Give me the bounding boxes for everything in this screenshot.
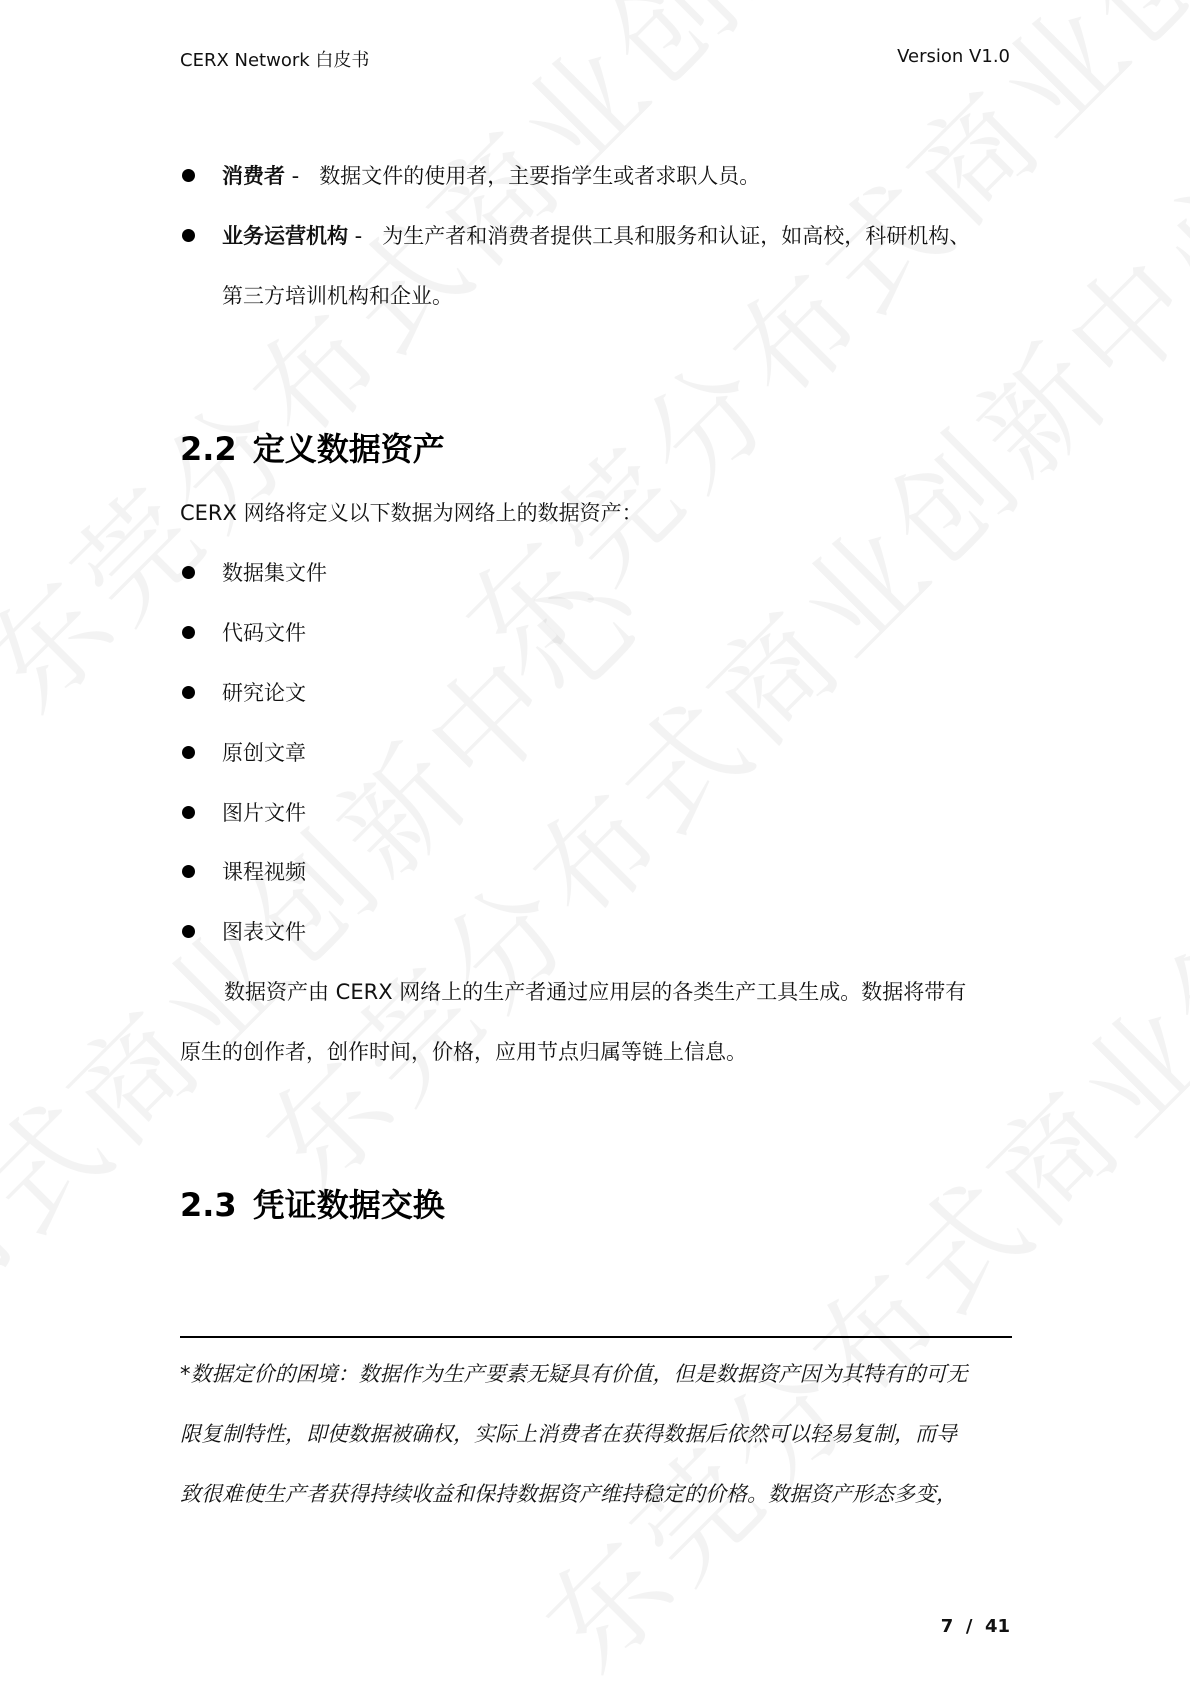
list-item <box>180 146 1010 206</box>
role-description: 为生产者和消费者提供工具和服务和认证，如高校，科研机构、 <box>382 224 971 248</box>
bullet-icon <box>182 686 195 699</box>
asset-item: 代码文件 <box>222 621 306 645</box>
list-item <box>180 783 1010 843</box>
list-item <box>180 663 1010 723</box>
bullet-icon <box>182 169 195 182</box>
list-item <box>180 206 1010 266</box>
page-header <box>180 46 1010 72</box>
asset-item: 原创文章 <box>222 741 306 765</box>
role-term: 业务运营机构 <box>222 224 348 248</box>
role-separator: - <box>348 224 383 248</box>
asset-item: 课程视频 <box>222 860 306 884</box>
bullet-icon <box>182 806 195 819</box>
bullet-icon <box>182 746 195 759</box>
role-term: 消费者 <box>222 164 285 188</box>
list-item <box>180 543 1010 603</box>
list-item <box>180 603 1010 663</box>
asset-item: 图片文件 <box>222 801 306 825</box>
bullet-icon <box>182 925 195 938</box>
body-paragraph-line: 数据资产由 CERX 网络上的生产者通过应用层的各类生产工具生成。数据将带有 <box>224 980 967 1004</box>
list-item <box>180 723 1010 783</box>
bullet-icon <box>182 229 195 242</box>
list-item <box>180 842 1010 902</box>
bullet-icon <box>182 626 195 639</box>
footnote-line: 致很难使生产者获得持续收益和保持数据资产维持稳定的价格。数据资产形态多变， <box>180 1482 957 1506</box>
bullet-icon <box>182 865 195 878</box>
list-item <box>180 902 1010 962</box>
section-heading <box>180 424 445 470</box>
section-heading <box>180 1180 445 1226</box>
footnote-line: 限复制特性，即使数据被确权，实际上消费者在获得数据后依然可以轻易复制，而导 <box>180 1422 957 1446</box>
footnote-line: *数据定价的困境：数据作为生产要素无疑具有价值，但是数据资产因为其特有的可无 <box>180 1362 968 1386</box>
bullet-icon <box>182 566 195 579</box>
role-separator: - <box>285 164 320 188</box>
asset-item: 数据集文件 <box>222 561 327 585</box>
footnote <box>180 1330 1012 1524</box>
role-description-continuation: 第三方培训机构和企业。 <box>222 284 453 308</box>
role-description: 数据文件的使用者，主要指学生或者求职人员。 <box>319 164 761 188</box>
section-number: 2.2 <box>180 430 237 468</box>
section-intro: CERX 网络将定义以下数据为网络上的数据资产： <box>180 501 643 525</box>
header-version: Version V1.0 <box>897 46 1010 67</box>
body-paragraph-line: 原生的创作者，创作时间，价格，应用节点归属等链上信息。 <box>180 1040 747 1064</box>
header-title: CERX Network 白皮书 <box>180 50 370 71</box>
asset-item: 研究论文 <box>222 681 306 705</box>
page-number: 7 / 41 <box>940 1616 1010 1637</box>
section-number: 2.3 <box>180 1186 237 1224</box>
asset-item: 图表文件 <box>222 920 306 944</box>
section-title: 凭证数据交换 <box>252 1186 445 1224</box>
section-title: 定义数据资产 <box>252 430 445 468</box>
